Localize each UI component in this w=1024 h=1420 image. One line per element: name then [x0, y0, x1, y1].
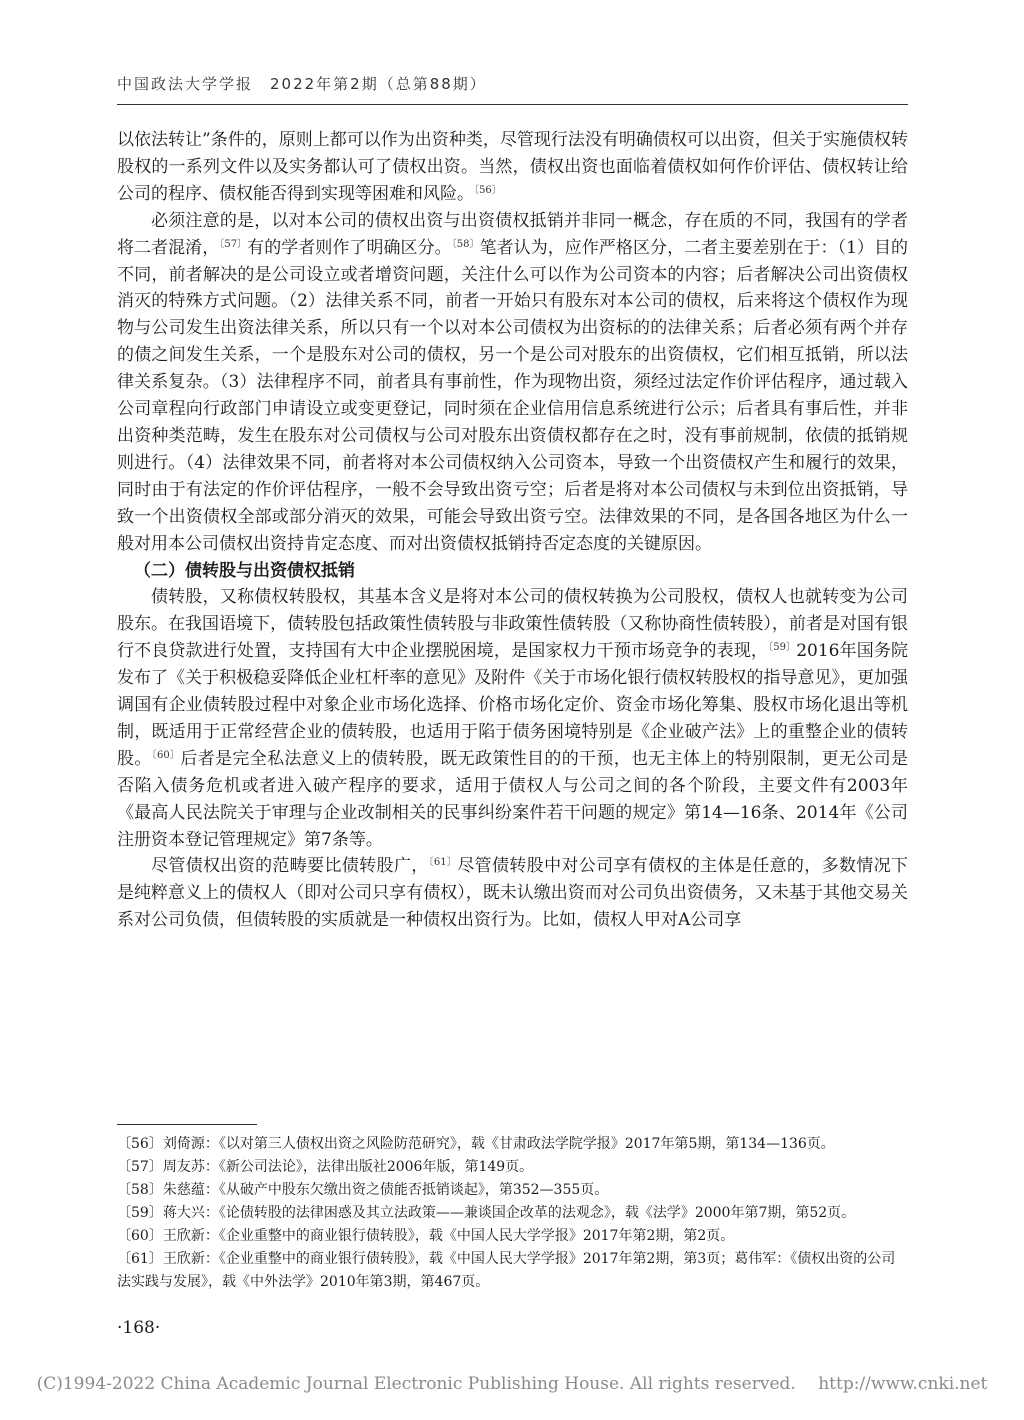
footnote: [117, 1202, 908, 1225]
paragraph: [117, 208, 908, 558]
article-body: [117, 127, 908, 934]
footnote-reference[interactable]: 〔60〕: [151, 749, 181, 761]
copyright-notice: (C)1994-2022 China Academic Journal Electronic Publishing House. All rights reserved. http://www.cnki.net: [36, 1374, 988, 1394]
footnote-mark: 〔58〕: [117, 1182, 163, 1198]
footnote-mark: 〔60〕: [117, 1228, 163, 1244]
paragraph-text: 以依法转让”条件的，原则上都可以作为出资种类，尽管现行法没有明确债权可以出资，但关于实施债权转股权的一系列文件以及实务都认可了债权出资。当然，债权出资也面临着债权如何作价评估、债权转让给公司的程序、债权能否得到实现等困难和风险。: [117, 130, 908, 204]
paragraph-text: 2016年国务院发布了《关于积极稳妥降低企业杠杆率的意见》及附件《关于市场化银行债权转股权的指导意见》，更加强调国有企业债转股过程中对象企业市场化选择、价格市场化定价、资金市场化筹集、股权市场化退出等机制，既适用于正常经营企业的债转股，也适用于陷于债务困境特别是《企业破产法》上的重整企业的债转股。: [117, 641, 909, 769]
footnotes: [117, 1133, 908, 1294]
paragraph: [117, 853, 908, 934]
footnote-reference[interactable]: 〔57〕: [219, 238, 248, 250]
running-header: 中国政法大学学报 2022年第2期（总第88期）: [117, 75, 487, 93]
paragraph-text: 债转股，又称债权转股权，其基本含义是将对本公司的债权转换为公司股权，债权人也就转变为公司股东。在我国语境下，债转股包括政策性债转股与非政策性债转股（又称协商性债转股），前者是对国有银行不良贷款进行处置，支持国有大中企业摆脱困境，是国家权力干预市场竞争的表现，: [117, 587, 908, 662]
footnote-text: 王欣新：《企业重整中的商业银行债转股》，载《中国人民大学学报》2017年第2期，第2页。: [162, 1228, 735, 1244]
footnote-text: 王欣新：《企业重整中的商业银行债转股》，载《中国人民大学学报》2017年第2期，第3页；葛伟军：《债权出资的公司法实践与发展》，载《中外法学》2010年第3期，第467页。: [117, 1251, 896, 1290]
footnote-reference[interactable]: 〔59〕: [768, 642, 797, 654]
header-rule: [117, 104, 908, 105]
footnote-reference[interactable]: 〔58〕: [451, 238, 480, 250]
paragraph-text: 有的学者则作了明确区分。: [247, 237, 452, 258]
paragraph: [117, 127, 908, 208]
section-heading: [117, 558, 908, 585]
footnote: [117, 1225, 908, 1248]
footnote-mark: 〔57〕: [117, 1159, 163, 1175]
paragraph-text: 后者是完全私法意义上的债转股，既无政策性目的的干预，也无主体上的特别限制，更无公司是否陷入债务危机或者进入破产程序的要求，适用于债权人与公司之间的各个阶段，主要文件有2003年《最高人民法院关于审理与企业改制相关的民事纠纷案件若干问题的规定》第14—16条、2014年《公司注册资本登记管理规定》第7条等。: [117, 748, 909, 850]
footnote: [117, 1156, 908, 1179]
page-number: ·168·: [117, 1318, 161, 1338]
paragraph-text: 尽管债权出资的范畴要比债转股广，: [151, 856, 429, 877]
footnote-mark: 〔56〕: [117, 1136, 163, 1152]
footnote-text: 刘倚源：《以对第三人债权出资之风险防范研究》，载《甘肃政法学院学报》2017年第5期，第134—136页。: [162, 1136, 835, 1152]
footnote-text: 蒋大兴：《论债转股的法律困惑及其立法政策——兼谈国企改革的法观念》，载《法学》2000年第7期，第52页。: [162, 1205, 856, 1221]
footnote-text: 朱慈蕴：《从破产中股东欠缴出资之债能否抵销谈起》，第352—355页。: [162, 1182, 609, 1198]
footnote-rule: [117, 1124, 257, 1125]
paragraph-text: 笔者认为，应作严格区分，二者主要差别在于：（1）目的不同，前者解决的是公司设立或者增资问题，关注什么可以作为公司资本的内容；后者解决公司出资债权消灭的特殊方式问题。（2）法律关系不同，前者一开始只有股东对本公司的债权，后来将这个债权作为现物与公司发生出资法律关系，所以只有一个以对本公司债权为出资标的的法律关系；后者必须有两个并存的债之间发生关系，一个是股东对公司的债权，另一个是公司对股东的出资债权，它们相互抵销，所以法律关系复杂。（3）法律程序不同，前者具有事前性，作为现物出资，须经过法定作价评估程序，通过载入公司章程向行政部门申请设立或变更登记，同时须在企业信用信息系统进行公示；后者具有事后性，并非出资种类范畴，发生在股东对公司债权与公司对股东出资债权都存在之时，没有事前规制，依债的抵销规则进行。（4）法律效果不同，前者将对本公司债权纳入公司资本，导致一个出资债权产生和履行的效果，同时由于有法定的作价评估程序，一般不会导致出资亏空；后者是将对本公司债权与未到位出资抵销，导致一个出资债权全部或部分消灭的效果，可能会导致出资亏空。法律效果的不同，是各国各地区为什么一般对用本公司债权出资持肯定态度、而对出资债权抵销持否定态度的关键原因。: [117, 237, 909, 554]
footnote-reference[interactable]: 〔61〕: [428, 857, 458, 869]
footnote-reference[interactable]: 〔56〕: [474, 184, 502, 196]
footnote: [117, 1179, 908, 1202]
paragraph-text: （二）债转股与出资债权抵销: [134, 560, 355, 581]
footnote-mark: 〔61〕: [117, 1251, 163, 1267]
paragraph-text: 必须注意的是，以对本公司的债权出资与出资债权抵销并非同一概念，存在质的不同，我国有的学者将二者混淆，: [117, 210, 908, 258]
footnote: [117, 1133, 908, 1156]
footnote-text: 周友苏：《新公司法论》，法律出版社2006年版，第149页。: [162, 1159, 534, 1175]
paragraph: [117, 584, 908, 853]
footnote: [117, 1248, 908, 1294]
footnote-mark: 〔59〕: [117, 1205, 163, 1221]
paragraph-text: 尽管债转股中对公司享有债权的主体是任意的，多数情况下是纯粹意义上的债权人（即对公司只享有债权），既未认缴出资而对公司负出资债务，又未基于其他交易关系对公司负债，但债转股的实质就是一种债权出资行为。比如，债权人甲对A公司享: [117, 856, 909, 931]
